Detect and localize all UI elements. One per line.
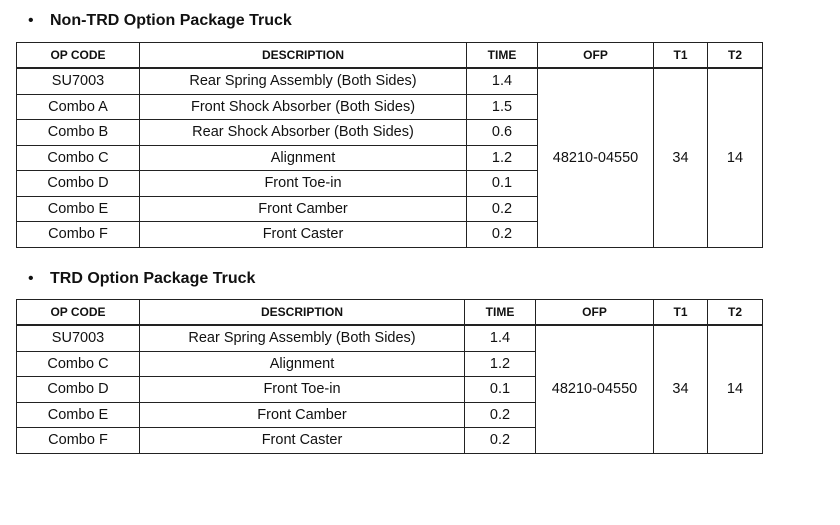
op-code-cell: Combo E <box>17 196 140 222</box>
time-cell: 0.2 <box>467 196 538 222</box>
table-header-row <box>17 43 763 69</box>
op-code-cell: Combo D <box>17 377 140 403</box>
time-cell: 0.1 <box>465 377 536 403</box>
non-trd-op-table <box>16 42 763 248</box>
description-cell: Rear Spring Assembly (Both Sides) <box>140 68 467 94</box>
header-t2: T2 <box>708 300 763 326</box>
op-code-cell: Combo B <box>17 120 140 146</box>
op-code-cell: Combo E <box>17 402 140 428</box>
ofp-cell: 48210-04550 <box>536 325 654 453</box>
description-cell: Rear Spring Assembly (Both Sides) <box>140 325 465 351</box>
description-cell: Front Caster <box>140 428 465 454</box>
table-header-row <box>17 300 763 326</box>
header-description: DESCRIPTION <box>140 43 467 69</box>
time-cell: 0.2 <box>467 222 538 248</box>
op-code-cell: Combo D <box>17 171 140 197</box>
trd-op-table <box>16 299 763 454</box>
op-code-cell: SU7003 <box>17 325 140 351</box>
description-cell: Front Camber <box>140 402 465 428</box>
header-ofp: OFP <box>536 300 654 326</box>
time-cell: 1.2 <box>465 351 536 377</box>
header-t1: T1 <box>654 300 708 326</box>
header-t2: T2 <box>708 43 763 69</box>
description-cell: Front Toe-in <box>140 171 467 197</box>
t2-cell: 14 <box>708 68 763 247</box>
header-op-code: OP CODE <box>17 300 140 326</box>
op-code-cell: SU7003 <box>17 68 140 94</box>
op-code-cell: Combo F <box>17 222 140 248</box>
op-code-cell: Combo F <box>17 428 140 454</box>
ofp-cell: 48210-04550 <box>538 68 654 247</box>
header-time: TIME <box>467 43 538 69</box>
time-cell: 0.2 <box>465 428 536 454</box>
description-cell: Rear Shock Absorber (Both Sides) <box>140 120 467 146</box>
t1-cell: 34 <box>654 325 708 453</box>
section-heading-trd <box>28 270 255 288</box>
time-cell: 0.1 <box>467 171 538 197</box>
description-cell: Alignment <box>140 351 465 377</box>
description-cell: Front Shock Absorber (Both Sides) <box>140 94 467 120</box>
section-heading-non-trd <box>28 12 292 30</box>
time-cell: 0.6 <box>467 120 538 146</box>
header-op-code: OP CODE <box>17 43 140 69</box>
time-cell: 1.5 <box>467 94 538 120</box>
t2-cell: 14 <box>708 325 763 453</box>
header-description: DESCRIPTION <box>140 300 465 326</box>
description-cell: Front Toe-in <box>140 377 465 403</box>
op-code-cell: Combo A <box>17 94 140 120</box>
section-title: Non-TRD Option Package Truck <box>50 12 292 29</box>
description-cell: Front Camber <box>140 196 467 222</box>
description-cell: Front Caster <box>140 222 467 248</box>
header-ofp: OFP <box>538 43 654 69</box>
time-cell: 1.4 <box>467 68 538 94</box>
header-t1: T1 <box>654 43 708 69</box>
op-code-cell: Combo C <box>17 145 140 171</box>
op-code-cell: Combo C <box>17 351 140 377</box>
table-row <box>17 68 763 94</box>
time-cell: 1.4 <box>465 325 536 351</box>
section-title: TRD Option Package Truck <box>50 270 256 287</box>
header-time: TIME <box>465 300 536 326</box>
time-cell: 1.2 <box>467 145 538 171</box>
time-cell: 0.2 <box>465 402 536 428</box>
table-row <box>17 325 763 351</box>
description-cell: Alignment <box>140 145 467 171</box>
bullet: • <box>28 12 34 29</box>
t1-cell: 34 <box>654 68 708 247</box>
bullet: • <box>28 270 34 287</box>
